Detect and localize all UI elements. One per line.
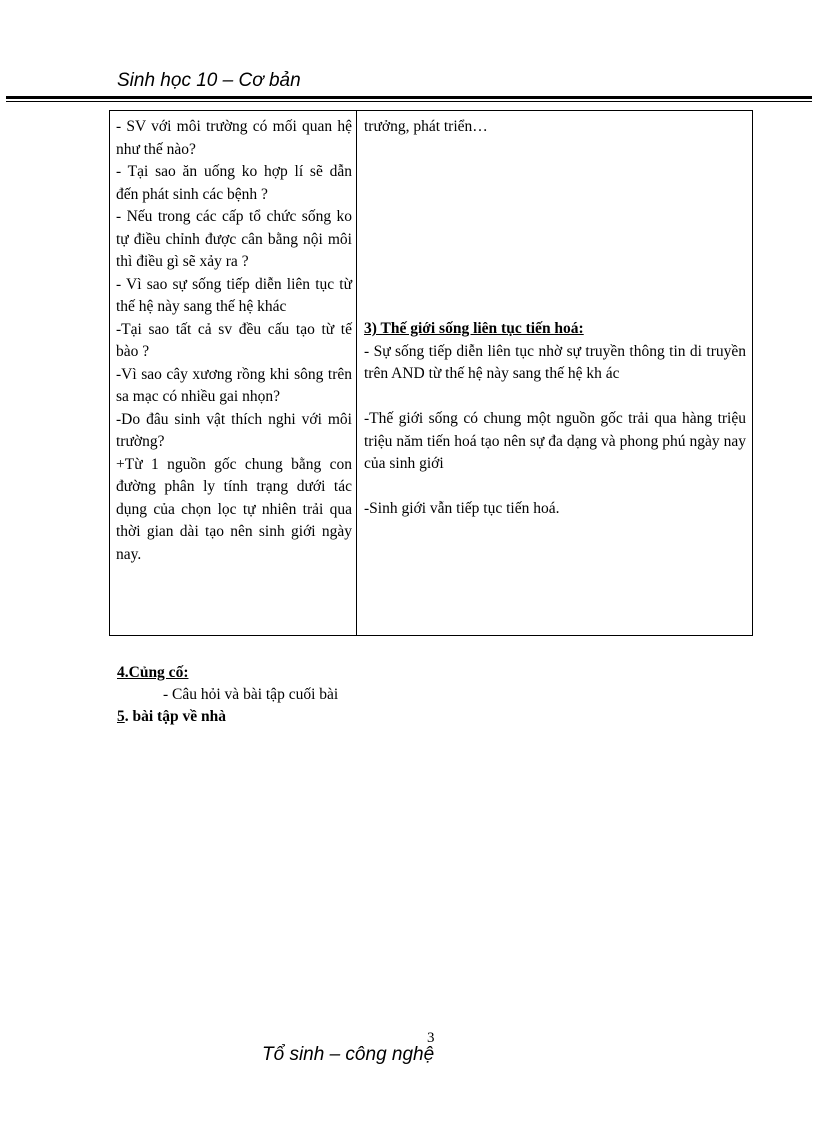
question-item: - Tại sao ăn uống ko hợp lí sẽ dẫn đến phát sinh các bệnh ?: [116, 163, 352, 203]
content-point: -Sinh giới vẫn tiếp tục tiến hoá.: [364, 500, 560, 517]
header-rule-thin: [6, 101, 812, 102]
header-rule-thick: [6, 96, 812, 99]
content-point-block: [364, 408, 746, 476]
lesson-table: [109, 110, 753, 636]
continuation-text: trưởng, phát triển…: [364, 118, 488, 135]
question-item: - Nếu trong các cấp tổ chức sống ko tự điều chỉnh được cân bằng nội môi thì điều gì sẽ xảy ra ?: [116, 208, 352, 270]
section-3: [364, 318, 746, 386]
content-point-block: [364, 498, 746, 521]
question-item: -Do đâu sinh vật thích nghi với môi trường?: [116, 410, 352, 450]
content-point: -Thế giới sống có chung một nguồn gốc trải qua hàng triệu triệu năm tiến hoá tạo nên sự đa dạng và phong phú ngày nay của sinh giới: [364, 410, 746, 472]
page-number: 3: [427, 1030, 435, 1046]
homework-heading-text: . bài tập về nhà: [124, 708, 226, 725]
questions-column: [110, 111, 357, 635]
question-item: +Từ 1 nguồn gốc chung bằng con đường phân ly tính trạng dưới tác dụng của chọn lọc tự nhiên trải qua thời gian dài tạo nên sinh giới ngày nay.: [116, 455, 352, 563]
content-column: [357, 111, 752, 635]
homework-heading: [117, 706, 338, 728]
content-point: - Sự sống tiếp diễn liên tục nhờ sự truyền thông tin di truyền trên AND từ thế hệ này sang thế hệ kh ác: [364, 342, 746, 382]
header-title: Sinh học 10 – Cơ bản: [117, 70, 301, 91]
consolidation-item: - Câu hỏi và bài tập cuối bài: [163, 686, 339, 703]
section-title: 3) Thế giới sống liên tục tiến hoá:: [364, 320, 584, 337]
consolidation-heading: 4.Củng cố:: [117, 664, 189, 681]
question-item: -Tại sao tất cả sv đều cấu tạo từ tế bào ?: [116, 320, 352, 360]
question-item: -Vì sao cây xương rồng khi sông trên sa mạc có nhiều gai nhọn?: [116, 365, 352, 405]
footer-title: Tổ sinh – công nghệ: [262, 1044, 435, 1065]
homework-number: 5: [117, 708, 125, 725]
question-item: - SV với môi trường có mối quan hệ như thế nào?: [116, 118, 352, 158]
lesson-ending: [117, 662, 338, 728]
question-item: - Vì sao sự sống tiếp diễn liên tục từ thế hệ này sang thế hệ khác: [116, 275, 352, 315]
